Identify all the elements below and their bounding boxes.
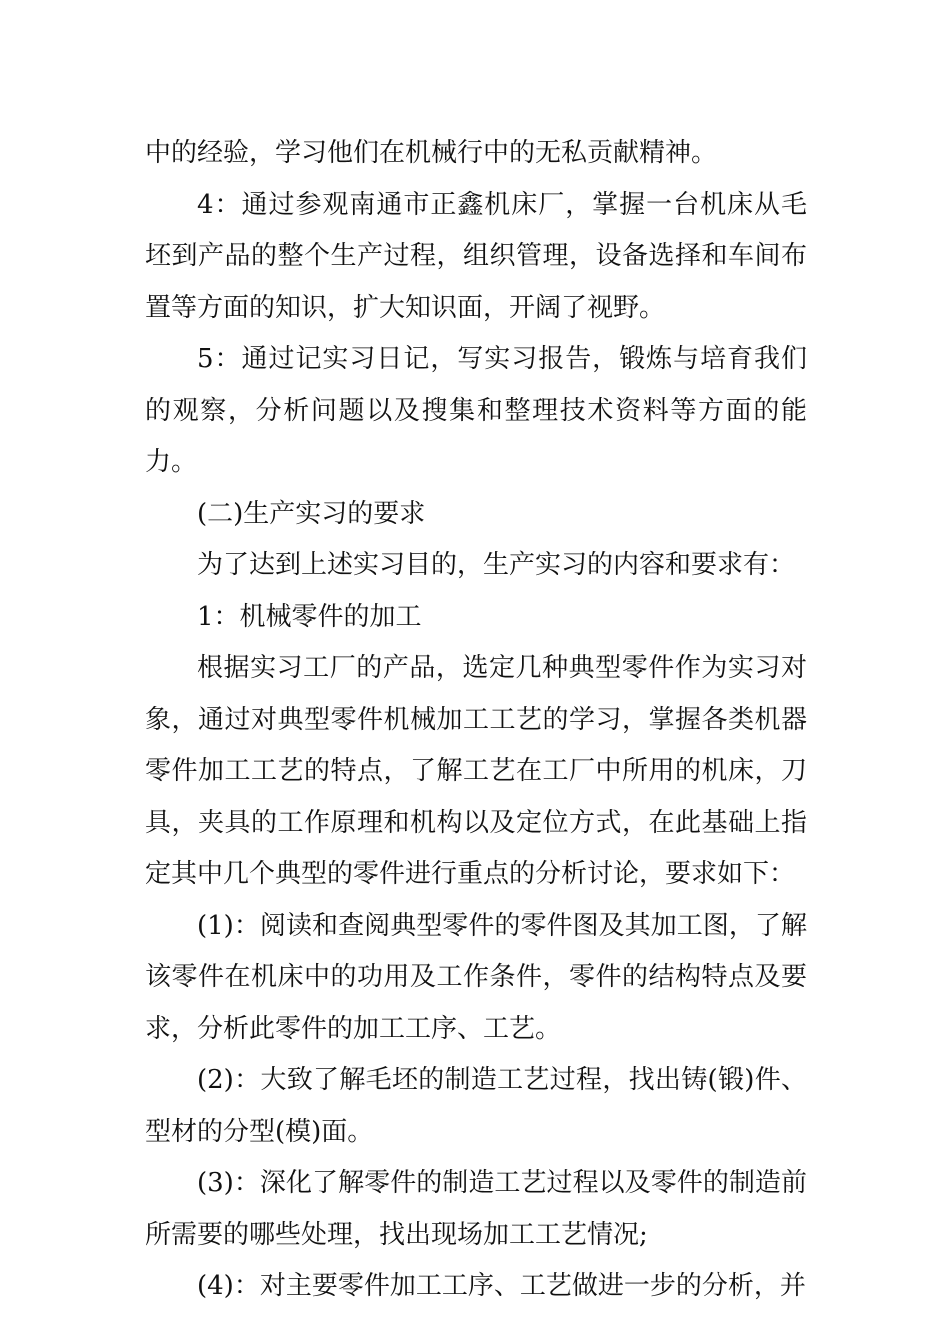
document-body — [145, 128, 807, 1313]
paragraph-item-4: 4：通过参观南通市正鑫机床厂，掌握一台机床从毛坯到产品的整个生产过程，组织管理，设备选择和车间布置等方面的知识，扩大知识面，开阔了视野。 — [145, 189, 807, 323]
list-item-3: (3)：深化了解零件的制造工艺过程以及零件的制造前所需要的哪些处理，找出现场加工工艺情况; — [145, 1168, 807, 1250]
list-item-1: (1)：阅读和查阅典型零件的零件图及其加工图，了解该零件在机床中的功用及工作条件，零件的结构特点及要求，分析此零件的加工工序、工艺。 — [145, 910, 807, 1044]
paragraph-body: 根据实习工厂的产品，选定几种典型零件作为实习对象，通过对典型零件机械加工工艺的学习，掌握各类机器零件加工工艺的特点，了解工艺在工厂中所用的机床，刀具，夹具的工作原理和机构以及定位方式，在此基础上指定其中几个典型的零件进行重点的分析讨论，要求如下： — [145, 653, 807, 889]
paragraph-intro: 为了达到上述实习目的，生产实习的内容和要求有： — [197, 550, 796, 580]
section-heading: (二)生产实习的要求 — [197, 498, 426, 529]
paragraph-continuation: 中的经验，学习他们在机械行中的无私贡献精神。 — [145, 138, 718, 168]
paragraph-item-5: 5：通过记实习日记，写实习报告，锻炼与培育我们的观察，分析问题以及搜集和整理技术资料等方面的能力。 — [145, 344, 807, 477]
list-item-4: (4)：对主要零件加工工序、工艺做进一步的分析，并 — [197, 1271, 806, 1301]
subheading-item-1: 1：机械零件的加工 — [197, 601, 422, 632]
list-item-2: (2)：大致了解毛坯的制造工艺过程，找出铸(锻)件、型材的分型(模)面。 — [145, 1065, 807, 1147]
